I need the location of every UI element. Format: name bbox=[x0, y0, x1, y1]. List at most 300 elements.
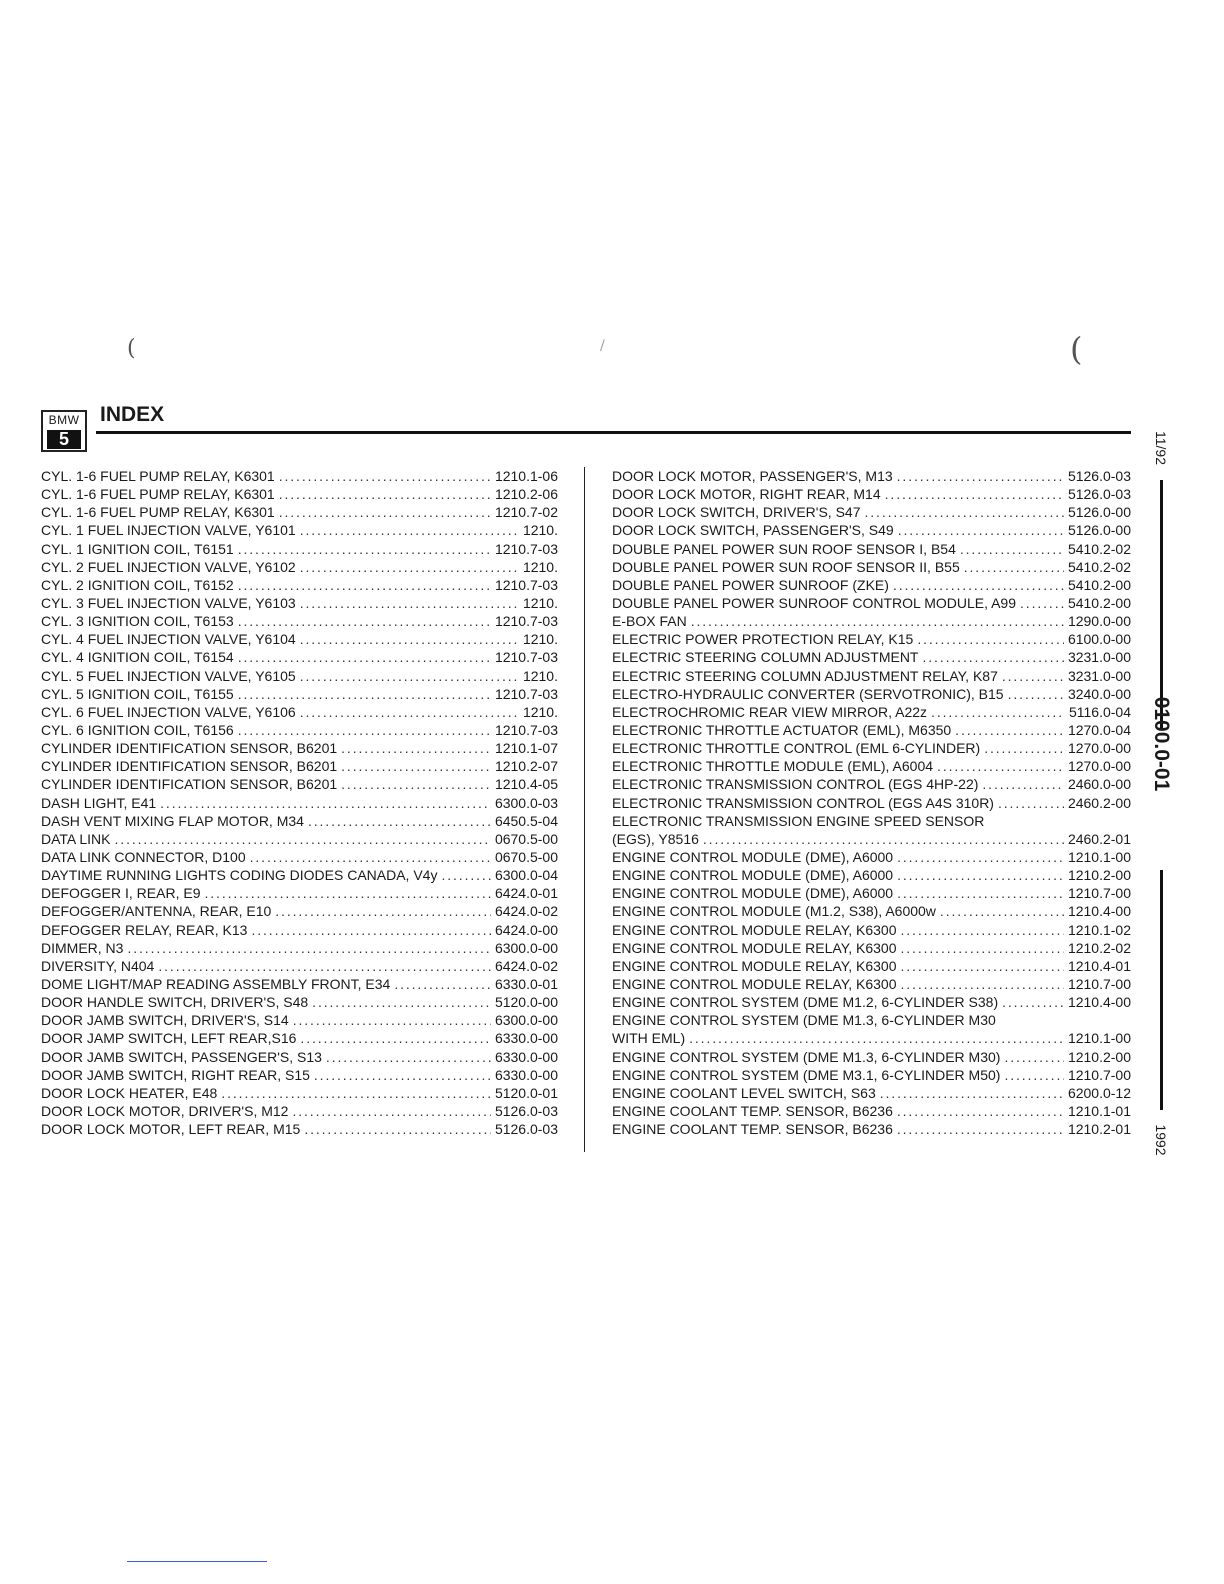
entry-label: CYL. 1-6 FUEL PUMP RELAY, K6301 bbox=[41, 486, 275, 503]
entry-label: ENGINE CONTROL MODULE (M1.2, S38), A6000w bbox=[612, 903, 936, 920]
leader-dots bbox=[880, 1084, 1064, 1102]
leader-dots bbox=[1004, 1048, 1064, 1066]
index-entry bbox=[41, 848, 558, 866]
entry-label: ELECTRIC STEERING COLUMN ADJUSTMENT RELAY, K87 bbox=[612, 667, 998, 684]
index-entry bbox=[612, 1048, 1131, 1066]
entry-code: 1210.4-00 bbox=[1067, 903, 1131, 920]
side-rule-lower bbox=[1160, 870, 1163, 1110]
index-entry bbox=[41, 939, 558, 957]
title-rule bbox=[96, 431, 1131, 434]
leader-dots bbox=[238, 540, 491, 558]
index-entry bbox=[41, 757, 558, 775]
entry-code: 1210.1-00 bbox=[1067, 1030, 1131, 1047]
entry-label: ENGINE CONTROL MODULE RELAY, K6300 bbox=[612, 957, 897, 974]
index-entry bbox=[612, 921, 1131, 939]
index-entry bbox=[612, 848, 1131, 866]
index-entry bbox=[612, 576, 1131, 594]
index-entry bbox=[41, 558, 558, 576]
entry-label: CYL. 6 FUEL INJECTION VALVE, Y6106 bbox=[41, 703, 296, 720]
entry-code: 1210.1-06 bbox=[494, 468, 558, 484]
leader-dots bbox=[275, 902, 491, 920]
entry-label: ENGINE COOLANT TEMP. SENSOR, B6236 bbox=[612, 1102, 893, 1119]
entry-label: ELECTRIC STEERING COLUMN ADJUSTMENT bbox=[612, 649, 919, 666]
index-entry bbox=[612, 975, 1131, 993]
index-entry bbox=[612, 558, 1131, 576]
index-entry bbox=[41, 1084, 558, 1102]
entry-code: 1210. bbox=[522, 522, 558, 539]
entry-code: 1210.7-03 bbox=[494, 540, 558, 557]
leader-dots bbox=[897, 848, 1064, 866]
entry-code: 5120.0-00 bbox=[494, 994, 558, 1011]
index-entry bbox=[612, 1084, 1131, 1102]
entry-code: 1210.2-00 bbox=[1067, 1048, 1131, 1065]
entry-label: CYL. 1-6 FUEL PUMP RELAY, K6301 bbox=[41, 504, 275, 521]
entry-code: 1210.7-03 bbox=[494, 576, 558, 593]
side-date: 11/92 bbox=[1153, 431, 1169, 465]
leader-dots bbox=[898, 521, 1064, 539]
entry-label: DOOR LOCK MOTOR, PASSENGER'S, M13 bbox=[612, 468, 893, 484]
index-entry bbox=[612, 467, 1131, 485]
entry-label: ENGINE COOLANT LEVEL SWITCH, S63 bbox=[612, 1084, 876, 1101]
index-entry bbox=[612, 739, 1131, 757]
leader-dots bbox=[279, 485, 491, 503]
index-entry bbox=[612, 540, 1131, 558]
entry-code: 5410.2-00 bbox=[1067, 576, 1131, 593]
entry-code: 1210.2-00 bbox=[1067, 867, 1131, 884]
index-entry bbox=[41, 685, 558, 703]
entry-label: DOOR LOCK SWITCH, PASSENGER'S, S49 bbox=[612, 522, 894, 539]
entry-label: CYL. 2 FUEL INJECTION VALVE, Y6102 bbox=[41, 558, 296, 575]
entry-label: DEFOGGER/ANTENNA, REAR, E10 bbox=[41, 903, 272, 920]
leader-dots bbox=[204, 884, 490, 902]
index-entry bbox=[612, 612, 1131, 630]
index-entry bbox=[41, 830, 558, 848]
leader-dots bbox=[901, 939, 1064, 957]
index-entry bbox=[612, 703, 1131, 721]
bmw-5-logo bbox=[41, 410, 87, 452]
leader-dots bbox=[279, 467, 491, 485]
entry-label: ENGINE CONTROL MODULE (DME), A6000 bbox=[612, 885, 894, 902]
entry-label: ENGINE CONTROL SYSTEM (DME M3.1, 6-CYLINDER M50) bbox=[612, 1066, 1001, 1083]
entry-label: CYL. 5 FUEL INJECTION VALVE, Y6105 bbox=[41, 667, 296, 684]
index-entry bbox=[41, 667, 558, 685]
entry-label: ELECTRONIC TRANSMISSION CONTROL (EGS 4HP-22) bbox=[612, 776, 979, 793]
leader-dots bbox=[158, 957, 491, 975]
entry-label: ELECTRONIC TRANSMISSION ENGINE SPEED SENSOR bbox=[612, 812, 985, 829]
entry-label: ELECTRO-HYDRAULIC CONVERTER (SERVOTRONIC), B15 bbox=[612, 685, 1004, 702]
leader-dots bbox=[160, 794, 491, 812]
entry-code: 1270.0-04 bbox=[1067, 721, 1131, 738]
leader-dots bbox=[238, 576, 491, 594]
index-entry bbox=[41, 921, 558, 939]
side-page-code: 0100.0-01 bbox=[1150, 696, 1173, 792]
entry-label: DIVERSITY, N404 bbox=[41, 957, 155, 974]
entry-label: DOOR LOCK SWITCH, DRIVER'S, S47 bbox=[612, 504, 861, 521]
entry-label: DOOR HANDLE SWITCH, DRIVER'S, S48 bbox=[41, 994, 309, 1011]
entry-code: 3231.0-00 bbox=[1067, 649, 1131, 666]
leader-dots bbox=[893, 576, 1064, 594]
leader-dots bbox=[326, 1048, 491, 1066]
entry-label: CYL. 1-6 FUEL PUMP RELAY, K6301 bbox=[41, 468, 275, 484]
leader-dots bbox=[300, 667, 519, 685]
entry-code: 1270.0-00 bbox=[1067, 740, 1131, 757]
entry-label: DOOR LOCK MOTOR, DRIVER'S, M12 bbox=[41, 1102, 289, 1119]
entry-code: 1210.2-07 bbox=[494, 758, 558, 775]
index-entry bbox=[41, 1102, 558, 1120]
index-entry bbox=[41, 1029, 558, 1047]
leader-dots bbox=[279, 503, 491, 521]
leader-dots bbox=[897, 884, 1064, 902]
leader-dots bbox=[1020, 594, 1064, 612]
leader-dots bbox=[238, 648, 491, 666]
index-entry bbox=[41, 812, 558, 830]
entry-label: CYL. 4 IGNITION COIL, T6154 bbox=[41, 649, 234, 666]
entry-code: 1210.1-02 bbox=[1067, 921, 1131, 938]
index-entry bbox=[612, 1102, 1131, 1120]
leader-dots bbox=[917, 630, 1064, 648]
entry-code: 5126.0-00 bbox=[1067, 504, 1131, 521]
index-entry bbox=[612, 902, 1131, 920]
entry-code: 1210.2-01 bbox=[1067, 1121, 1131, 1138]
leader-dots bbox=[940, 902, 1064, 920]
entry-label: ENGINE CONTROL MODULE (DME), A6000 bbox=[612, 848, 894, 865]
leader-dots bbox=[250, 848, 491, 866]
entry-code: 1210.4-05 bbox=[494, 776, 558, 793]
entry-code: 1210.7-00 bbox=[1067, 1066, 1131, 1083]
entry-code: 1210.4-00 bbox=[1067, 994, 1131, 1011]
leader-dots bbox=[689, 1029, 1064, 1047]
entry-label: ELECTROCHROMIC REAR VIEW MIRROR, A22z bbox=[612, 703, 928, 720]
leader-dots bbox=[998, 794, 1064, 812]
leader-dots bbox=[221, 1084, 491, 1102]
leader-dots bbox=[394, 975, 491, 993]
entry-code: 1210.7-00 bbox=[1067, 885, 1131, 902]
entry-label: ENGINE COOLANT TEMP. SENSOR, B6236 bbox=[612, 1121, 893, 1138]
index-entry bbox=[41, 1048, 558, 1066]
index-entry bbox=[612, 648, 1131, 666]
logo-brand-text: BMW bbox=[48, 413, 80, 427]
index-entry bbox=[41, 521, 558, 539]
index-entry bbox=[612, 957, 1131, 975]
index-entry bbox=[612, 721, 1131, 739]
entry-label: DOOR JAMP SWITCH, LEFT REAR,S16 bbox=[41, 1030, 297, 1047]
entry-code: 6330.0-00 bbox=[494, 1048, 558, 1065]
entry-label: ENGINE CONTROL MODULE (DME), A6000 bbox=[612, 867, 894, 884]
entry-label: CYL. 2 IGNITION COIL, T6152 bbox=[41, 576, 234, 593]
index-entry bbox=[41, 866, 558, 884]
index-entry bbox=[612, 830, 1131, 848]
leader-dots bbox=[441, 866, 490, 884]
index-entry bbox=[612, 685, 1131, 703]
entry-code: 6300.0-00 bbox=[494, 939, 558, 956]
entry-code: 1210. bbox=[522, 703, 558, 720]
entry-code: 5126.0-03 bbox=[494, 1102, 558, 1119]
entry-label: CYL. 5 IGNITION COIL, T6155 bbox=[41, 685, 234, 702]
entry-code: 5410.2-02 bbox=[1067, 540, 1131, 557]
index-entry bbox=[612, 757, 1131, 775]
entry-label: ENGINE CONTROL MODULE RELAY, K6300 bbox=[612, 939, 897, 956]
leader-dots bbox=[960, 540, 1064, 558]
leader-dots bbox=[341, 739, 491, 757]
index-column-right bbox=[612, 467, 1131, 1138]
entry-code: 5120.0-01 bbox=[494, 1084, 558, 1101]
leader-dots bbox=[300, 558, 519, 576]
leader-dots bbox=[691, 612, 1064, 630]
leader-dots bbox=[300, 594, 519, 612]
leader-dots bbox=[341, 757, 491, 775]
index-entry bbox=[612, 775, 1131, 793]
entry-code: 1210.2-02 bbox=[1067, 939, 1131, 956]
entry-code: 6450.5-04 bbox=[494, 812, 558, 829]
entry-code: 6424.0-02 bbox=[494, 903, 558, 920]
leader-dots bbox=[964, 558, 1064, 576]
entry-code: 1210.1-07 bbox=[494, 740, 558, 757]
index-entry bbox=[41, 540, 558, 558]
index-entry bbox=[41, 975, 558, 993]
index-entry bbox=[612, 630, 1131, 648]
entry-code: 6330.0-01 bbox=[494, 975, 558, 992]
page-title: INDEX bbox=[100, 403, 165, 426]
side-rule-upper bbox=[1160, 480, 1163, 730]
entry-code: 6424.0-02 bbox=[494, 957, 558, 974]
index-entry bbox=[41, 1066, 558, 1084]
leader-dots bbox=[984, 739, 1064, 757]
entry-code: 5410.2-02 bbox=[1067, 558, 1131, 575]
scan-mark-left: ( bbox=[127, 336, 136, 361]
scan-mark-middle: / bbox=[600, 338, 605, 354]
entry-label: (EGS), Y8516 bbox=[612, 830, 699, 847]
leader-dots bbox=[115, 830, 491, 848]
entry-code: 5126.0-00 bbox=[1067, 522, 1131, 539]
leader-dots bbox=[251, 921, 490, 939]
leader-dots bbox=[1002, 993, 1064, 1011]
entry-label: DIMMER, N3 bbox=[41, 939, 124, 956]
entry-label: CYL. 1 IGNITION COIL, T6151 bbox=[41, 540, 234, 557]
index-entry bbox=[41, 703, 558, 721]
entry-label: CYL. 3 FUEL INJECTION VALVE, Y6103 bbox=[41, 594, 296, 611]
entry-code: 3240.0-00 bbox=[1067, 685, 1131, 702]
entry-label: DOOR JAMB SWITCH, PASSENGER'S, S13 bbox=[41, 1048, 322, 1065]
entry-label: DAYTIME RUNNING LIGHTS CODING DIODES CANADA, V4y bbox=[41, 867, 438, 884]
leader-dots bbox=[1004, 1066, 1064, 1084]
index-entry bbox=[41, 467, 558, 485]
entry-label: CYL. 6 IGNITION COIL, T6156 bbox=[41, 721, 234, 738]
entry-code: 5116.0-04 bbox=[1068, 703, 1131, 720]
entry-label: WITH EML) bbox=[612, 1030, 686, 1047]
leader-dots bbox=[1008, 685, 1064, 703]
scan-mark-right: ( bbox=[1070, 330, 1083, 368]
entry-code: 6200.0-12 bbox=[1067, 1084, 1131, 1101]
entry-label: DOOR JAMB SWITCH, DRIVER'S, S14 bbox=[41, 1012, 289, 1029]
index-entry bbox=[612, 993, 1131, 1011]
index-entry bbox=[41, 1120, 558, 1138]
leader-dots bbox=[1002, 667, 1064, 685]
index-entry bbox=[612, 503, 1131, 521]
entry-label: ELECTRONIC THROTTLE ACTUATOR (EML), M6350 bbox=[612, 721, 952, 738]
entry-code: 1210.1-00 bbox=[1067, 848, 1131, 865]
index-entry bbox=[41, 721, 558, 739]
index-entry bbox=[612, 1066, 1131, 1084]
leader-dots bbox=[931, 703, 1065, 721]
index-column-left bbox=[41, 467, 558, 1138]
entry-code: 5126.0-03 bbox=[494, 1121, 558, 1138]
entry-code: 2460.2-01 bbox=[1067, 830, 1131, 847]
index-entry bbox=[612, 794, 1131, 812]
leader-dots bbox=[937, 757, 1064, 775]
leader-dots bbox=[127, 939, 490, 957]
index-entry bbox=[612, 866, 1131, 884]
entry-code: 1210.7-02 bbox=[494, 504, 558, 521]
entry-label: DOOR LOCK MOTOR, LEFT REAR, M15 bbox=[41, 1121, 301, 1138]
index-entry bbox=[41, 630, 558, 648]
index-entry bbox=[41, 794, 558, 812]
index-entry bbox=[612, 1029, 1131, 1047]
leader-dots bbox=[703, 830, 1064, 848]
entry-code: 6330.0-00 bbox=[494, 1066, 558, 1083]
entry-code: 6100.0-00 bbox=[1067, 631, 1131, 648]
entry-code: 1210.1-01 bbox=[1067, 1102, 1131, 1119]
leader-dots bbox=[238, 721, 491, 739]
entry-code: 1210.7-03 bbox=[494, 649, 558, 666]
entry-code: 1270.0-00 bbox=[1067, 758, 1131, 775]
column-divider bbox=[584, 467, 585, 1152]
leader-dots bbox=[922, 648, 1063, 666]
index-entry bbox=[41, 884, 558, 902]
bottom-link-underline bbox=[127, 1561, 267, 1562]
entry-label: DOOR JAMB SWITCH, RIGHT REAR, S15 bbox=[41, 1066, 310, 1083]
entry-label: ELECTRIC POWER PROTECTION RELAY, K15 bbox=[612, 631, 914, 648]
entry-label: ELECTRONIC THROTTLE MODULE (EML), A6004 bbox=[612, 758, 934, 775]
entry-code: 6424.0-00 bbox=[494, 921, 558, 938]
index-entry bbox=[41, 1011, 558, 1029]
index-entry bbox=[612, 812, 1131, 830]
entry-code: 1210.7-00 bbox=[1067, 975, 1131, 992]
entry-label: ENGINE CONTROL SYSTEM (DME M1.3, 6-CYLINDER M30) bbox=[612, 1048, 1001, 1065]
entry-code: 5410.2-00 bbox=[1067, 594, 1131, 611]
entry-label: ENGINE CONTROL MODULE RELAY, K6300 bbox=[612, 921, 897, 938]
index-entry bbox=[41, 902, 558, 920]
entry-label: CYL. 3 IGNITION COIL, T6153 bbox=[41, 613, 234, 630]
index-entry bbox=[612, 667, 1131, 685]
leader-dots bbox=[897, 866, 1064, 884]
logo-series-number: 5 bbox=[47, 430, 81, 449]
entry-label: DEFOGGER I, REAR, E9 bbox=[41, 885, 201, 902]
index-entry bbox=[41, 993, 558, 1011]
entry-label: CYLINDER IDENTIFICATION SENSOR, B6201 bbox=[41, 776, 338, 793]
entry-label: DASH LIGHT, E41 bbox=[41, 794, 157, 811]
entry-code: 6424.0-01 bbox=[494, 885, 558, 902]
entry-code: 1210. bbox=[522, 631, 558, 648]
leader-dots bbox=[312, 993, 491, 1011]
index-entry bbox=[41, 775, 558, 793]
index-entry bbox=[41, 739, 558, 757]
entry-label: CYLINDER IDENTIFICATION SENSOR, B6201 bbox=[41, 740, 338, 757]
entry-code: 6300.0-03 bbox=[494, 794, 558, 811]
entry-code: 1290.0-00 bbox=[1067, 613, 1131, 630]
entry-label: DATA LINK bbox=[41, 830, 111, 847]
entry-label: CYL. 4 FUEL INJECTION VALVE, Y6104 bbox=[41, 631, 296, 648]
entry-code: 1210. bbox=[522, 558, 558, 575]
leader-dots bbox=[865, 503, 1064, 521]
index-entry bbox=[41, 612, 558, 630]
entry-code: 2460.0-00 bbox=[1067, 776, 1131, 793]
index-entry bbox=[41, 648, 558, 666]
entry-label: DOOR LOCK MOTOR, RIGHT REAR, M14 bbox=[612, 486, 881, 503]
leader-dots bbox=[341, 775, 491, 793]
entry-label: DOOR LOCK HEATER, E48 bbox=[41, 1084, 218, 1101]
index-entry bbox=[41, 594, 558, 612]
entry-label: ENGINE CONTROL SYSTEM (DME M1.3, 6-CYLINDER M30 bbox=[612, 1012, 996, 1029]
entry-code: 0670.5-00 bbox=[494, 830, 558, 847]
entry-label: DASH VENT MIXING FLAP MOTOR, M34 bbox=[41, 812, 304, 829]
entry-code: 1210.7-03 bbox=[494, 721, 558, 738]
leader-dots bbox=[901, 975, 1064, 993]
index-entry bbox=[612, 1011, 1131, 1029]
leader-dots bbox=[304, 1120, 491, 1138]
entry-label: ENGINE CONTROL SYSTEM (DME M1.2, 6-CYLINDER S38) bbox=[612, 994, 999, 1011]
entry-code: 1210. bbox=[522, 667, 558, 684]
leader-dots bbox=[314, 1066, 491, 1084]
entry-code: 1210.7-03 bbox=[494, 613, 558, 630]
index-entry bbox=[41, 503, 558, 521]
leader-dots bbox=[300, 1029, 491, 1047]
entry-label: ELECTRONIC THROTTLE CONTROL (EML 6-CYLINDER) bbox=[612, 740, 981, 757]
entry-code: 1210. bbox=[522, 594, 558, 611]
entry-label: DEFOGGER RELAY, REAR, K13 bbox=[41, 921, 248, 938]
entry-code: 5126.0-03 bbox=[1067, 468, 1131, 484]
index-entry bbox=[612, 521, 1131, 539]
leader-dots bbox=[897, 1120, 1064, 1138]
index-entry bbox=[612, 485, 1131, 503]
leader-dots bbox=[955, 721, 1064, 739]
entry-label: CYL. 1 FUEL INJECTION VALVE, Y6101 bbox=[41, 522, 296, 539]
entry-label: DOUBLE PANEL POWER SUN ROOF SENSOR II, B55 bbox=[612, 558, 960, 575]
entry-code: 2460.2-00 bbox=[1067, 794, 1131, 811]
leader-dots bbox=[238, 685, 491, 703]
entry-code: 5126.0-03 bbox=[1067, 486, 1131, 503]
index-entry bbox=[612, 1120, 1131, 1138]
entry-label: DOUBLE PANEL POWER SUNROOF CONTROL MODULE, A99 bbox=[612, 594, 1017, 611]
leader-dots bbox=[238, 612, 491, 630]
index-entry bbox=[41, 485, 558, 503]
index-entry bbox=[612, 939, 1131, 957]
entry-code: 6300.0-00 bbox=[494, 1012, 558, 1029]
side-year: 1992 bbox=[1153, 1124, 1169, 1156]
index-entry bbox=[612, 594, 1131, 612]
entry-label: DOUBLE PANEL POWER SUN ROOF SENSOR I, B54 bbox=[612, 540, 956, 557]
leader-dots bbox=[982, 775, 1064, 793]
entry-code: 3231.0-00 bbox=[1067, 667, 1131, 684]
index-entry bbox=[612, 884, 1131, 902]
entry-label: DOUBLE PANEL POWER SUNROOF (ZKE) bbox=[612, 576, 889, 593]
entry-code: 6300.0-04 bbox=[494, 867, 558, 884]
leader-dots bbox=[897, 1102, 1064, 1120]
index-entry bbox=[41, 957, 558, 975]
entry-label: DATA LINK CONNECTOR, D100 bbox=[41, 848, 246, 865]
leader-dots bbox=[897, 467, 1064, 485]
entry-label: E-BOX FAN bbox=[612, 613, 687, 630]
entry-label: ELECTRONIC TRANSMISSION CONTROL (EGS A4S 310R) bbox=[612, 794, 994, 811]
leader-dots bbox=[885, 485, 1064, 503]
entry-label: DOME LIGHT/MAP READING ASSEMBLY FRONT, E34 bbox=[41, 975, 391, 992]
index-entry bbox=[41, 576, 558, 594]
leader-dots bbox=[901, 957, 1064, 975]
entry-code: 1210.7-03 bbox=[494, 685, 558, 702]
entry-code: 6330.0-00 bbox=[494, 1030, 558, 1047]
side-margin bbox=[1144, 420, 1178, 1160]
entry-code: 1210.2-06 bbox=[494, 486, 558, 503]
entry-code: 0670.5-00 bbox=[494, 848, 558, 865]
